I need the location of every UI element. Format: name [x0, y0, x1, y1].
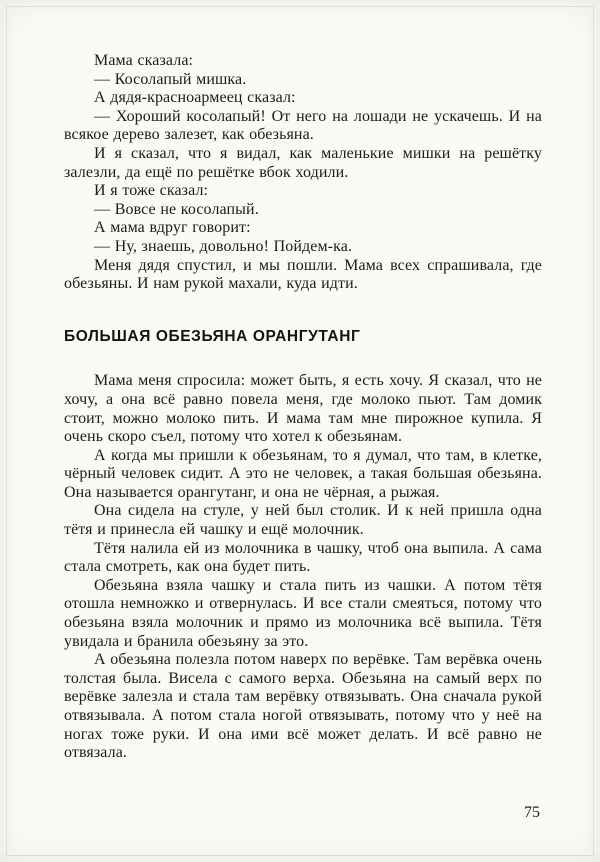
paragraph: Обезьяна взяла чашку и стала пить из чашки. А потом тётя отошла немножко и отвернулась. И все стали смеяться, потому что обезьяна взяла молочник и прямо из молочника всё выпила. Тётя увидала и бранила обезьяну за это. — [64, 576, 542, 650]
paragraph: Тётя налила ей из молочника в чашку, чтоб она выпила. А сама стала смотреть, как она будет пить. — [64, 539, 542, 576]
paragraph: А обезьяна полезла потом наверх по верёвке. Там верёвка очень толстая была. Висела с самого верха. Обезьяна на самый верх по верёвке залезла и стала там верёвку отвязывать. Она сначала рукой отвязывала. А потом стала ногой отвязывать, потому что у неё на ногах тоже руки. И она ими всё может делать. И всё равно не отвязала. — [64, 651, 542, 762]
story-title: БОЛЬШАЯ ОБЕЗЬЯНА ОРАНГУТАНГ — [64, 327, 361, 345]
paragraph: И я тоже сказал: — [94, 182, 209, 200]
paragraph: Мама сказала: — [94, 52, 194, 69]
dialogue-line: — Ну, знаешь, довольно! Пойдем-ка. — [94, 237, 353, 255]
dialogue-line: — Хороший косолапый! От него на лошади не ускачешь. И на всякое дерево залезет, как обезьяна. — [64, 107, 542, 144]
paragraph: Мама меня спросила: может быть, я есть хочу. Я сказал, что не хочу, а она всё равно повела меня, где молоко пьют. Там домик стоит, можно молоко пить. И мама там мне пирожное купила. Я очень скоро съел, потому что хотел к обезьянам. — [64, 372, 542, 446]
paragraph: И я сказал, что я видал, как маленькие мишки на решётку залезли, да ещё по решётке вбок ходили. — [64, 144, 542, 181]
paragraph: Меня дядя спустил, и мы пошли. Мама всех спрашивала, где обезьяны. И нам рукой махали, куда идти. — [64, 256, 542, 293]
paragraph: А когда мы пришли к обезьянам, то я думал, что там, в клетке, чёрный человек сидит. А это не человек, а такая большая обезьяна. Она называется орангутанг, и она не чёрная, а рыжая. — [64, 446, 542, 501]
paragraph: Она сидела на стуле, у ней был столик. И к ней пришла одна тётя и принесла ей чашку и ещё молочник. — [64, 502, 542, 539]
text-block — [64, 52, 542, 763]
dialogue-line: — Вовсе не косолапый. — [94, 200, 259, 218]
dialogue-line: — Косолапый мишка. — [94, 70, 247, 88]
paragraph: А дядя-красноармеец сказал: — [94, 89, 296, 107]
page-number: 75 — [524, 804, 540, 821]
paragraph: А мама вдруг говорит: — [94, 219, 251, 237]
